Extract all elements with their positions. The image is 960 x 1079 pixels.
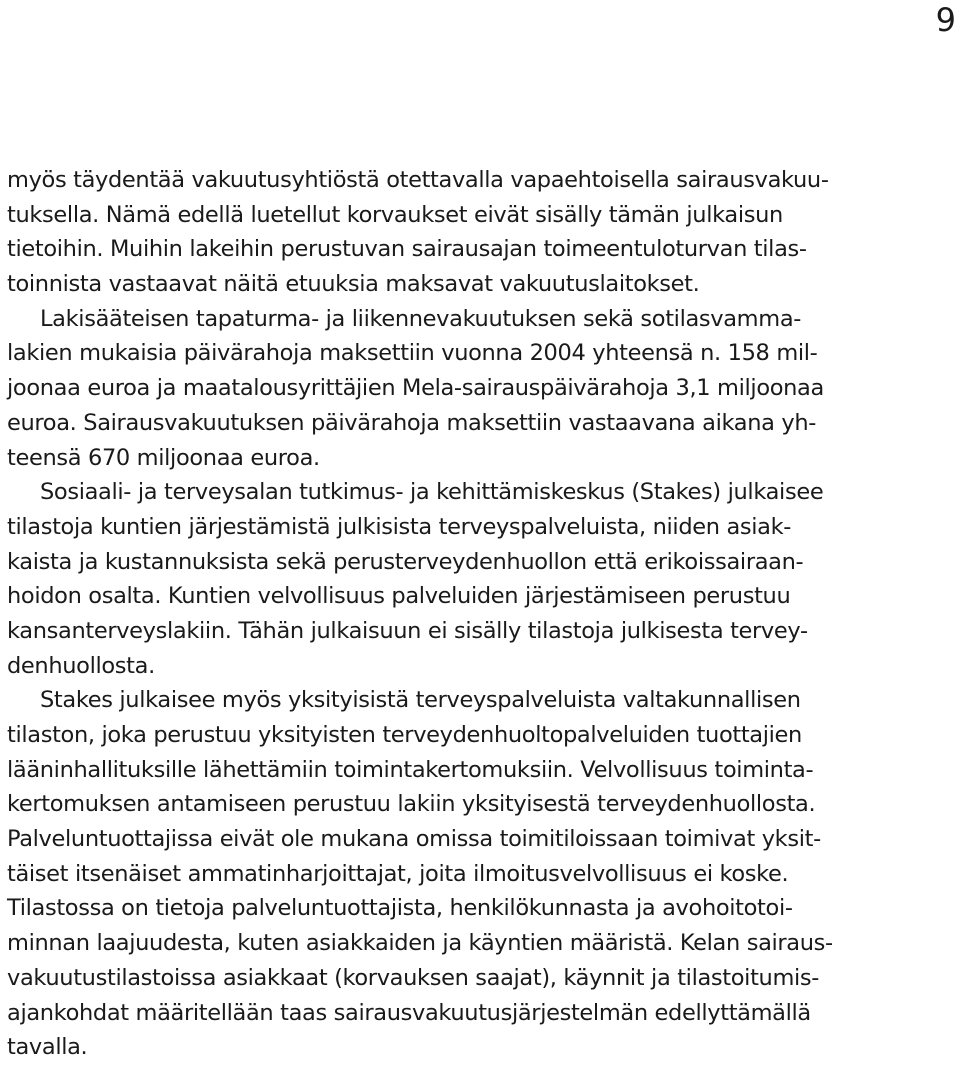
text-line: Lakisääteisen tapaturma- ja liikennevakuutuksen sekä sotilasvamma-: [40, 305, 802, 332]
paragraph-1: [7, 163, 955, 302]
text-line: Tilastossa on tietoja palveluntuottajista, henkilökunnasta ja avohoitotoi-: [7, 895, 793, 922]
text-line: teensä 670 miljoonaa euroa.: [7, 444, 320, 471]
body-text: [7, 163, 955, 1065]
text-line: toinnista vastaavat näitä etuuksia maksavat vakuutuslaitokset.: [7, 271, 700, 298]
text-line: kaista ja kustannuksista sekä perusterveydenhuollon että erikoissairaan-: [7, 548, 804, 575]
page-number: 9: [935, 1, 956, 39]
text-line: Stakes julkaisee myös yksityisistä terveyspalveluista valtakunnallisen: [40, 687, 801, 714]
text-line: vakuutustilastoissa asiakkaat (korvauksen saajat), käynnit ja tilastoitumis-: [7, 964, 820, 991]
text-line: denhuollosta.: [7, 652, 155, 679]
text-line: ajankohdat määritellään taas sairausvakuutusjärjestelmän edellyttämällä: [7, 999, 811, 1026]
text-line: tietoihin. Muihin lakeihin perustuvan sairausajan toimeentuloturvan tilas-: [7, 236, 807, 263]
text-line: lakien mukaisia päivärahoja maksettiin vuonna 2004 yhteensä n. 158 mil-: [7, 340, 818, 367]
text-line: tilastoja kuntien järjestämistä julkisista terveyspalveluista, niiden asiak-: [7, 513, 792, 540]
text-line: täiset itsenäiset ammatinharjoittajat, joita ilmoitusvelvollisuus ei koske.: [7, 860, 789, 887]
text-line: tuksella. Nämä edellä luetellut korvaukset eivät sisälly tämän julkaisun: [7, 201, 783, 228]
text-line: joonaa euroa ja maatalousyrittäjien Mela-sairauspäivärahoja 3,1 miljoonaa: [7, 375, 824, 402]
text-line: myös täydentää vakuutusyhtiöstä otettavalla vapaehtoisella sairausvakuu-: [7, 167, 829, 193]
text-line: kansanterveyslakiin. Tähän julkaisuun ei sisälly tilastoja julkisesta tervey-: [7, 617, 808, 644]
text-line: kertomuksen antamiseen perustuu lakiin yksityisestä terveydenhuollosta.: [7, 791, 816, 818]
text-line: tavalla.: [7, 1034, 88, 1061]
text-line: euroa. Sairausvakuutuksen päivärahoja maksettiin vastaavana aikana yh-: [7, 409, 817, 436]
paragraph-4: [7, 683, 955, 1065]
paragraph-2: [7, 302, 955, 475]
text-line: tilaston, joka perustuu yksityisten terveydenhuoltopalveluiden tuottajien: [7, 722, 802, 748]
text-line: lääninhallituksille lähettämiin toimintakertomuksiin. Velvollisuus toiminta-: [7, 756, 814, 783]
text-line: Palveluntuottajissa eivät ole mukana omissa toimitiloissaan toimivat yksit-: [7, 826, 821, 853]
text-line: minnan laajuudesta, kuten asiakkaiden ja käyntien määristä. Kelan sairaus-: [7, 930, 833, 957]
paragraph-3: [7, 475, 955, 683]
text-line: Sosiaali- ja terveysalan tutkimus- ja kehittämiskeskus (Stakes) julkaisee: [40, 479, 824, 506]
text-line: hoidon osalta. Kuntien velvollisuus palveluiden järjestämiseen perustuu: [7, 583, 791, 610]
